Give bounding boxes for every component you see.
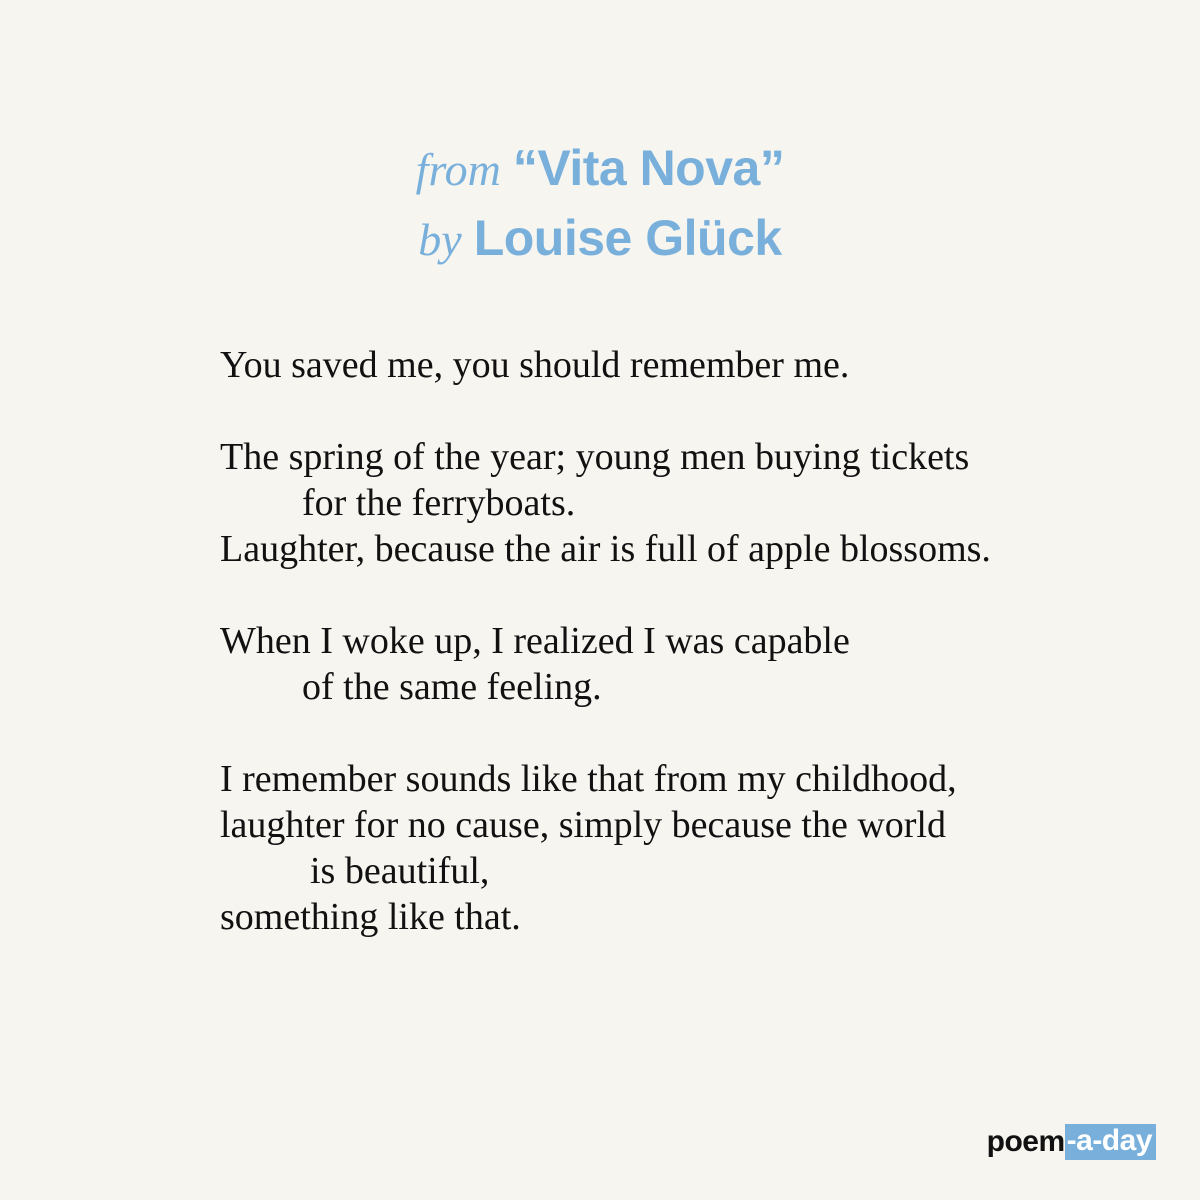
poem-body (220, 342, 1160, 940)
author-lead: by (418, 214, 462, 265)
poem-line: You saved me, you should remember me. (220, 344, 850, 386)
poem-line: laughter for no cause, simply because the world (220, 804, 946, 846)
stanza-break (220, 572, 1160, 618)
poem-title: “Vita Nova” (512, 140, 785, 196)
poem-header (0, 140, 1200, 280)
title-lead: from (415, 144, 501, 195)
poem-line: When I woke up, I realized I was capable (220, 620, 850, 662)
title-line (0, 140, 1200, 196)
poem-line: The spring of the year; young men buying tickets (220, 436, 970, 478)
stanza-break (220, 710, 1160, 756)
logo-text-poem: poem (986, 1125, 1065, 1158)
stanza-break (220, 388, 1160, 434)
poem-author: Louise Glück (473, 210, 782, 266)
poem-line-indented: of the same feeling. (302, 666, 602, 708)
poem-line-indented: for the ferryboats. (302, 482, 576, 524)
poem-line: I remember sounds like that from my childhood, (220, 758, 957, 800)
logo-text-a-day: -a-day (1065, 1124, 1156, 1160)
poem-line: something like that. (220, 896, 521, 938)
poem-line-indented: is beautiful, (310, 850, 490, 892)
poem-a-day-logo (987, 1122, 1156, 1162)
poem-line: Laughter, because the air is full of apple blossoms. (220, 528, 991, 570)
author-line (0, 210, 1200, 266)
